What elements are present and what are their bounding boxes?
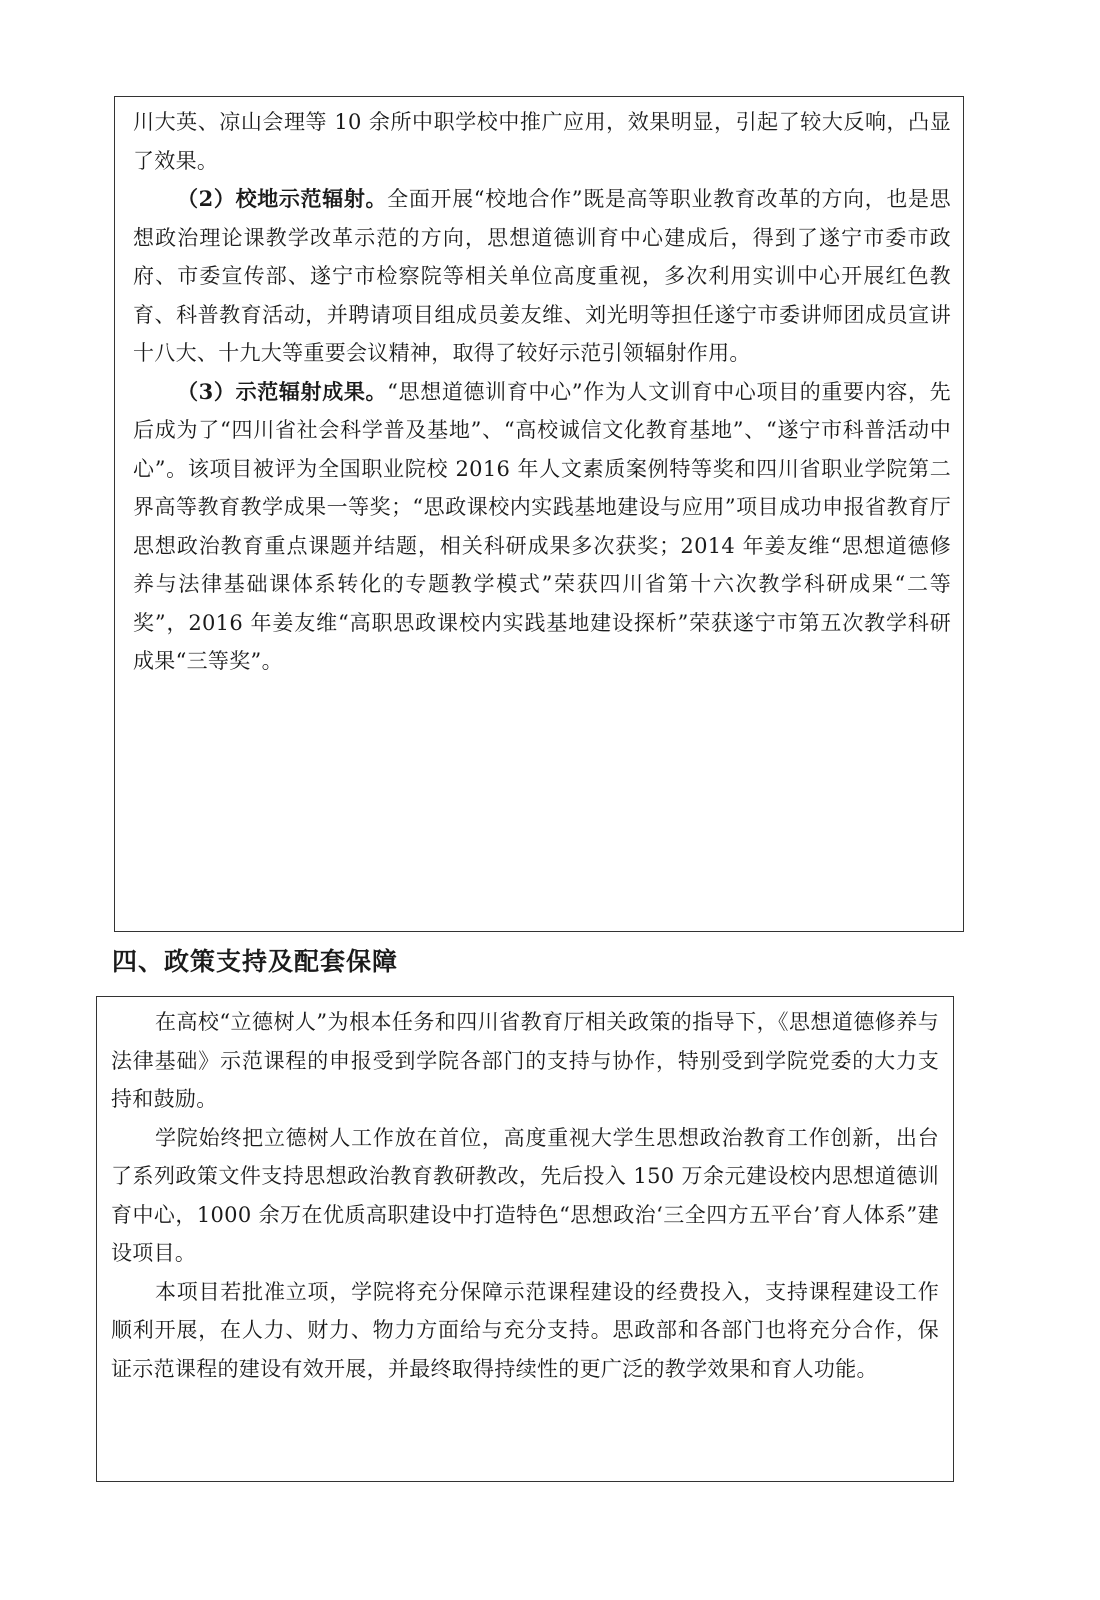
continued-paragraph	[133, 103, 951, 180]
paragraph-policy-guidance: 在高校“立德树人”为根本任务和四川省教育厅相关政策的指导下，《思想道德修养与法律基础》示范课程的申报受到学院各部门的支持与协作，特别受到学院党委的大力支持和鼓励。	[111, 1010, 939, 1111]
paragraph-text: 川大英、凉山会理等 10 余所中职学校中推广应用，效果明显，引起了较大反响，凸显了效果。	[133, 110, 951, 173]
paragraph-text: “思想道德训育中心”作为人文训育中心项目的重要内容，先后成为了“四川省社会科学普及基地”、“高校诚信文化教育基地”、“遂宁市科普活动中心”。该项目被评为全国职业院校 2016 年人文素质案例特等奖和四川省职业学院第二界高等教育教学成果一等奖；“思政课校内实践基地建设与应用”项目成功申报省教育厅思想政治教育重点课题并结题，相关科研成果多次获奖；2014 年姜友维“思想道德修养与法律基础课体系转化的专题教学模式”荣获四川省第十六次教学科研成果“二等奖”，2016 年姜友维“高职思政课校内实践基地建设探析”荣获遂宁市第五次教学科研成果“三等奖”。	[133, 379, 951, 673]
paragraph-demonstration-radiation	[133, 180, 951, 373]
paragraph-college-support: 学院始终把立德树人工作放在首位，高度重视大学生思想政治教育工作创新，出台了系列政策文件支持思想政治教育教研教改，先后投入 150 万余元建设校内思想道德训育中心，1000 余万在优质高职建设中打造特色“思想政治‘三全四方五平台’育人体系”建设项目。	[111, 1125, 939, 1265]
section-heading: 四、政策支持及配套保障	[112, 947, 399, 976]
paragraph-demonstration-results	[133, 373, 951, 681]
paragraph-project-guarantee: 本项目若批准立项，学院将充分保障示范课程建设的经费投入，支持课程建设工作顺利开展，在人力、财力、物力方面给与充分支持。思政部和各部门也将充分合作，保证示范课程的建设有效开展，并最终取得持续性的更广泛的教学效果和育人功能。	[111, 1279, 939, 1381]
paragraph-lead: （3）示范辐射成果。	[177, 378, 388, 404]
section3-content-box	[114, 96, 964, 932]
paragraph-text: 全面开展“校地合作”既是高等职业教育改革的方向，也是思想政治理论课教学改革示范的方向，思想道德训育中心建成后，得到了遂宁市委市政府、市委宣传部、遂宁市检察院等相关单位高度重视，多次利用实训中心开展红色教育、科普教育活动，并聘请项目组成员姜友维、刘光明等担任遂宁市委讲师团成员宣讲十八大、十九大等重要会议精神，取得了较好示范引领辐射作用。	[133, 187, 951, 365]
paragraph-lead: （2）校地示范辐射。	[177, 186, 388, 211]
section4-content-box	[96, 996, 954, 1482]
